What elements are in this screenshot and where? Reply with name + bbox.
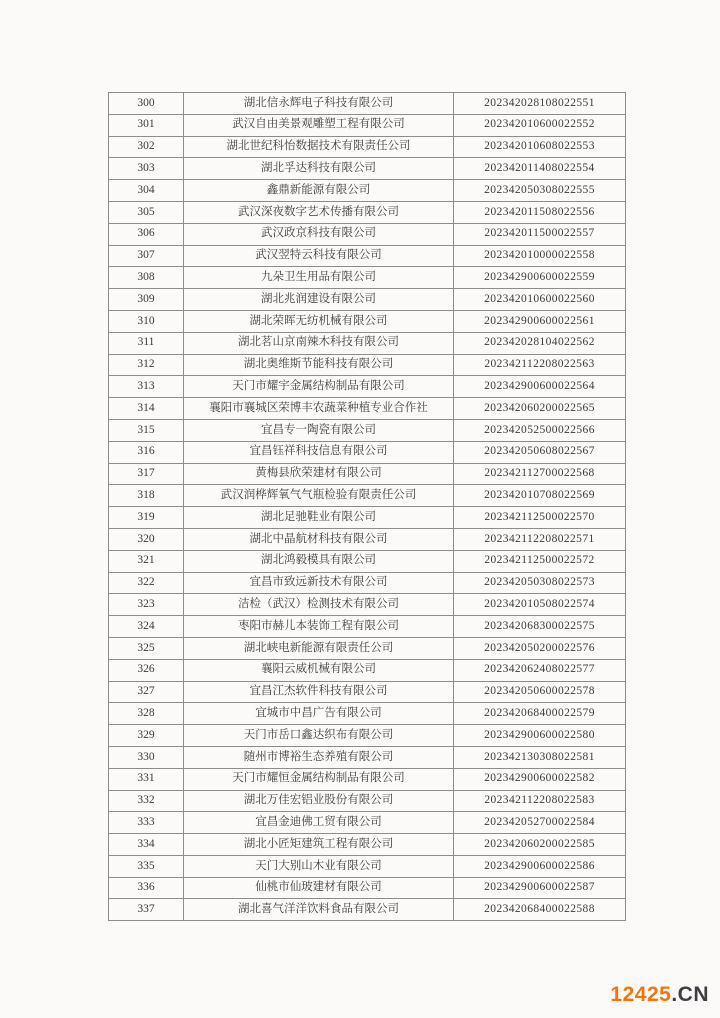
serial-number-cell: 309 (109, 289, 184, 311)
record-number-cell: 202342052500022566 (454, 419, 626, 441)
record-number-cell: 202342050600022578 (454, 681, 626, 703)
record-number-cell: 202342112500022570 (454, 507, 626, 529)
company-name-cell: 天门市岳口鑫达织布有限公司 (184, 725, 454, 747)
record-number-cell: 202342060200022565 (454, 398, 626, 420)
table-row (109, 681, 626, 703)
serial-number-cell: 324 (109, 616, 184, 638)
serial-number-cell: 328 (109, 703, 184, 725)
company-name-cell: 襄阳市襄城区荣博丰农蔬菜种植专业合作社 (184, 398, 454, 420)
serial-number-cell: 318 (109, 485, 184, 507)
table-row (109, 877, 626, 899)
table-row (109, 616, 626, 638)
site-watermark (610, 983, 709, 1007)
table-row (109, 594, 626, 616)
watermark-brand-text: 12425 (610, 983, 672, 1006)
table-row (109, 790, 626, 812)
record-number-cell: 202342010608022553 (454, 136, 626, 158)
serial-number-cell: 306 (109, 223, 184, 245)
serial-number-cell: 300 (109, 93, 184, 115)
serial-number-cell: 316 (109, 441, 184, 463)
record-number-cell: 202342112500022572 (454, 550, 626, 572)
company-name-cell: 湖北茗山京南辣木科技有限公司 (184, 332, 454, 354)
table-row (109, 180, 626, 202)
record-number-cell: 202342900600022580 (454, 725, 626, 747)
record-number-cell: 202342900600022587 (454, 877, 626, 899)
serial-number-cell: 331 (109, 768, 184, 790)
record-number-cell: 202342010600022560 (454, 289, 626, 311)
record-number-cell: 202342130308022581 (454, 746, 626, 768)
company-name-cell: 宜昌市致远新技术有限公司 (184, 572, 454, 594)
company-name-cell: 宜城市中昌广告有限公司 (184, 703, 454, 725)
table-row (109, 507, 626, 529)
table-row (109, 158, 626, 180)
company-registry-table (108, 92, 626, 921)
record-number-cell: 202342068300022575 (454, 616, 626, 638)
company-name-cell: 黄梅县欣荣建材有限公司 (184, 463, 454, 485)
serial-number-cell: 314 (109, 398, 184, 420)
company-name-cell: 湖北万佳宏铝业股份有限公司 (184, 790, 454, 812)
company-name-cell: 湖北小匠矩建筑工程有限公司 (184, 834, 454, 856)
company-name-cell: 湖北孚达科技有限公司 (184, 158, 454, 180)
company-name-cell: 武汉润桦辉氧气气瓶检验有限责任公司 (184, 485, 454, 507)
serial-number-cell: 337 (109, 899, 184, 921)
table-row (109, 398, 626, 420)
record-number-cell: 202342011500022557 (454, 223, 626, 245)
record-number-cell: 202342900600022586 (454, 855, 626, 877)
serial-number-cell: 320 (109, 528, 184, 550)
serial-number-cell: 322 (109, 572, 184, 594)
serial-number-cell: 334 (109, 834, 184, 856)
serial-number-cell: 332 (109, 790, 184, 812)
company-name-cell: 武汉深夜数字艺术传播有限公司 (184, 201, 454, 223)
table-row (109, 746, 626, 768)
record-number-cell: 202342112208022583 (454, 790, 626, 812)
serial-number-cell: 333 (109, 812, 184, 834)
serial-number-cell: 301 (109, 114, 184, 136)
company-name-cell: 洁检（武汉）检测技术有限公司 (184, 594, 454, 616)
record-number-cell: 202342900600022564 (454, 376, 626, 398)
table-row (109, 899, 626, 921)
company-name-cell: 宜昌金迪佛工贸有限公司 (184, 812, 454, 834)
record-number-cell: 202342050308022555 (454, 180, 626, 202)
serial-number-cell: 326 (109, 659, 184, 681)
record-number-cell: 202342011508022556 (454, 201, 626, 223)
table-row (109, 703, 626, 725)
table-row (109, 528, 626, 550)
company-name-cell: 湖北信永辉电子科技有限公司 (184, 93, 454, 115)
record-number-cell: 202342900600022559 (454, 267, 626, 289)
table-row (109, 550, 626, 572)
company-name-cell: 湖北峡电新能源有限责任公司 (184, 637, 454, 659)
company-name-cell: 宜昌钰祥科技信息有限公司 (184, 441, 454, 463)
serial-number-cell: 311 (109, 332, 184, 354)
company-name-cell: 仙桃市仙玻建材有限公司 (184, 877, 454, 899)
table-row (109, 267, 626, 289)
serial-number-cell: 310 (109, 310, 184, 332)
record-number-cell: 202342050608022567 (454, 441, 626, 463)
company-name-cell: 武汉政京科技有限公司 (184, 223, 454, 245)
company-name-cell: 湖北鸿毅模具有限公司 (184, 550, 454, 572)
company-name-cell: 湖北世纪科怡数据技术有限责任公司 (184, 136, 454, 158)
table-row (109, 376, 626, 398)
serial-number-cell: 319 (109, 507, 184, 529)
table-row (109, 441, 626, 463)
record-number-cell: 202342028108022551 (454, 93, 626, 115)
table-row (109, 223, 626, 245)
serial-number-cell: 323 (109, 594, 184, 616)
company-name-cell: 天门市耀恒金属结构制品有限公司 (184, 768, 454, 790)
record-number-cell: 202342112208022563 (454, 354, 626, 376)
company-name-cell: 湖北足驰鞋业有限公司 (184, 507, 454, 529)
serial-number-cell: 305 (109, 201, 184, 223)
record-number-cell: 202342068400022588 (454, 899, 626, 921)
table-row (109, 289, 626, 311)
record-number-cell: 202342900600022582 (454, 768, 626, 790)
company-name-cell: 湖北兆润建设有限公司 (184, 289, 454, 311)
company-name-cell: 枣阳市赫儿本装饰工程有限公司 (184, 616, 454, 638)
company-name-cell: 武汉翌特云科技有限公司 (184, 245, 454, 267)
record-number-cell: 202342011408022554 (454, 158, 626, 180)
company-name-cell: 襄阳云威机械有限公司 (184, 659, 454, 681)
record-number-cell: 202342050308022573 (454, 572, 626, 594)
table-row (109, 93, 626, 115)
record-number-cell: 202342050200022576 (454, 637, 626, 659)
table-row (109, 485, 626, 507)
record-number-cell: 202342010000022558 (454, 245, 626, 267)
company-name-cell: 湖北奥维斯节能科技有限公司 (184, 354, 454, 376)
serial-number-cell: 336 (109, 877, 184, 899)
record-number-cell: 202342112700022568 (454, 463, 626, 485)
serial-number-cell: 307 (109, 245, 184, 267)
serial-number-cell: 303 (109, 158, 184, 180)
table-row (109, 136, 626, 158)
table-row (109, 855, 626, 877)
record-number-cell: 202342010600022552 (454, 114, 626, 136)
table-row (109, 768, 626, 790)
table-row (109, 659, 626, 681)
serial-number-cell: 302 (109, 136, 184, 158)
table-row (109, 201, 626, 223)
company-name-cell: 湖北中晶航材科技有限公司 (184, 528, 454, 550)
table-row (109, 114, 626, 136)
record-number-cell: 202342010708022569 (454, 485, 626, 507)
table-row (109, 310, 626, 332)
serial-number-cell: 315 (109, 419, 184, 441)
watermark-suffix-text: .CN (671, 983, 709, 1006)
table-row (109, 332, 626, 354)
record-number-cell: 202342062408022577 (454, 659, 626, 681)
serial-number-cell: 304 (109, 180, 184, 202)
table-row (109, 812, 626, 834)
company-name-cell: 九朵卫生用品有限公司 (184, 267, 454, 289)
record-number-cell: 202342060200022585 (454, 834, 626, 856)
company-name-cell: 宜昌江杰软件科技有限公司 (184, 681, 454, 703)
serial-number-cell: 325 (109, 637, 184, 659)
company-name-cell: 鑫鼎新能源有限公司 (184, 180, 454, 202)
record-number-cell: 202342900600022561 (454, 310, 626, 332)
company-name-cell: 天门大别山木业有限公司 (184, 855, 454, 877)
company-name-cell: 随州市博裕生态养殖有限公司 (184, 746, 454, 768)
table-row (109, 354, 626, 376)
table-row (109, 463, 626, 485)
serial-number-cell: 308 (109, 267, 184, 289)
company-name-cell: 天门市耀宇金属结构制品有限公司 (184, 376, 454, 398)
table-row (109, 637, 626, 659)
record-number-cell: 202342068400022579 (454, 703, 626, 725)
serial-number-cell: 327 (109, 681, 184, 703)
serial-number-cell: 330 (109, 746, 184, 768)
company-name-cell: 宜昌专一陶瓷有限公司 (184, 419, 454, 441)
company-name-cell: 武汉自由美景观雕塑工程有限公司 (184, 114, 454, 136)
record-number-cell: 202342112208022571 (454, 528, 626, 550)
serial-number-cell: 312 (109, 354, 184, 376)
table-row (109, 834, 626, 856)
serial-number-cell: 317 (109, 463, 184, 485)
company-name-cell: 湖北喜气洋洋饮料食品有限公司 (184, 899, 454, 921)
serial-number-cell: 313 (109, 376, 184, 398)
record-number-cell: 202342052700022584 (454, 812, 626, 834)
table-row (109, 572, 626, 594)
company-name-cell: 湖北荣晖无纺机械有限公司 (184, 310, 454, 332)
table-row (109, 245, 626, 267)
table-row (109, 725, 626, 747)
record-number-cell: 202342028104022562 (454, 332, 626, 354)
table-row (109, 419, 626, 441)
serial-number-cell: 335 (109, 855, 184, 877)
serial-number-cell: 329 (109, 725, 184, 747)
table-body (109, 93, 626, 921)
serial-number-cell: 321 (109, 550, 184, 572)
record-number-cell: 202342010508022574 (454, 594, 626, 616)
